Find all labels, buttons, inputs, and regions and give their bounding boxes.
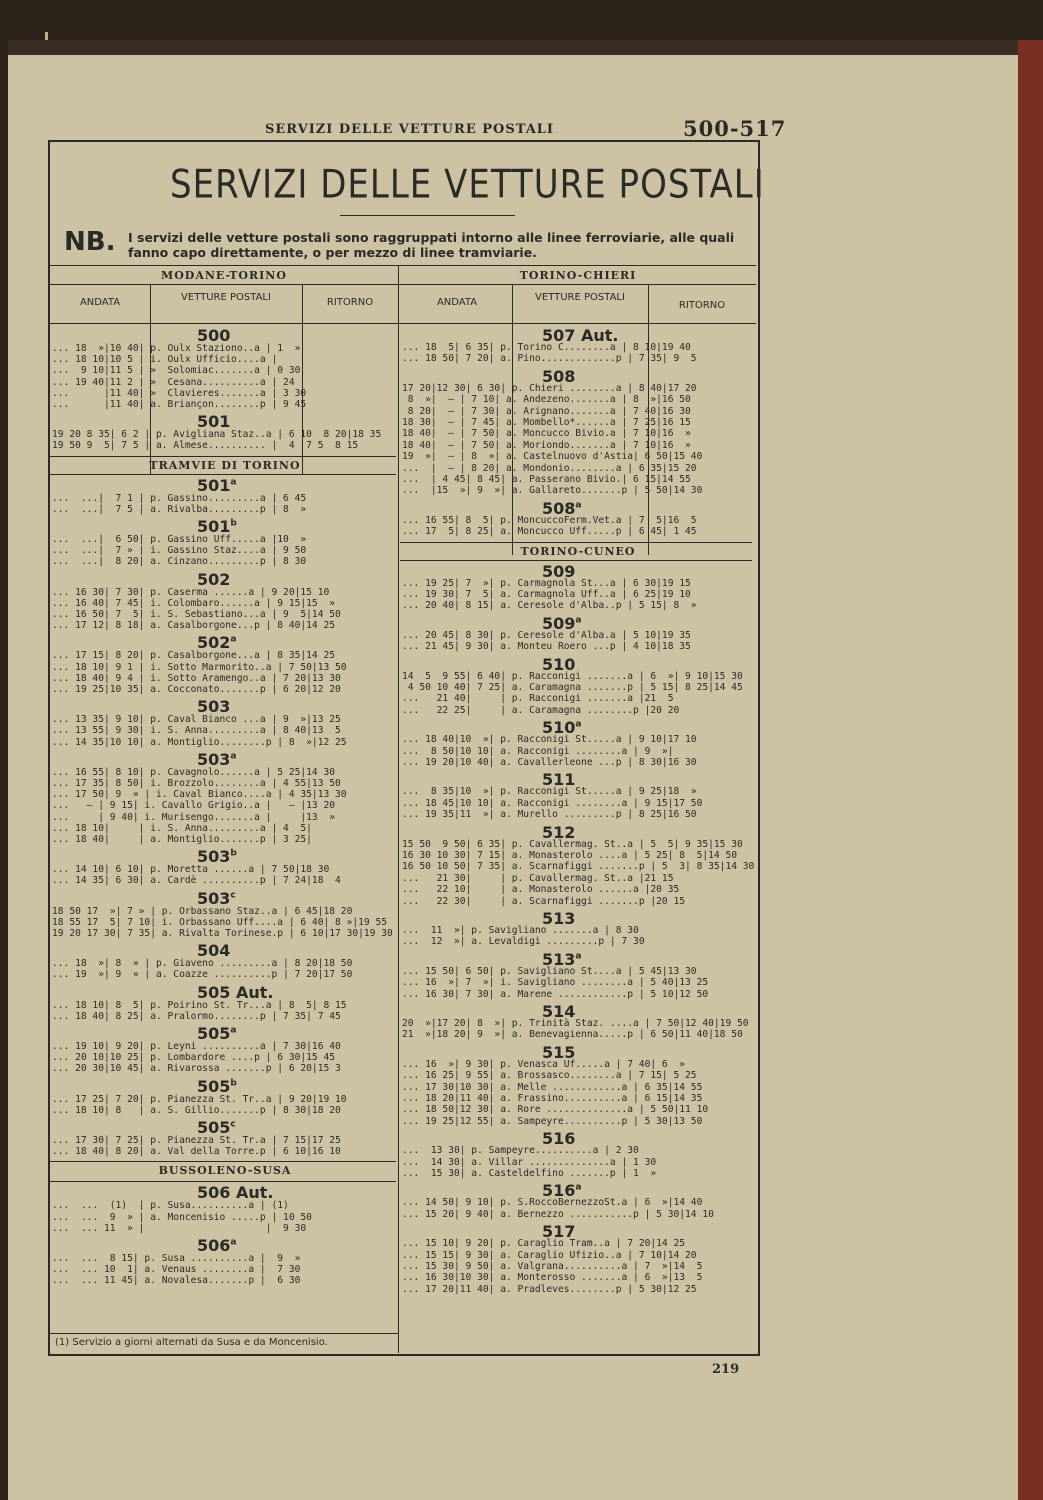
timetable-row: ... 21 30| | p. Cavallermag. St..a |21 15: [402, 872, 680, 884]
timetable-row: ... 18 40| 9 4 | i. Sotto Aramengo..a | 7 20|13 30: [52, 672, 341, 684]
timetable-row: ... 18 10| 8 5| p. Poirino St. Tr...a | 8 5| 8 15: [52, 999, 347, 1011]
rule: [50, 1333, 398, 1334]
timetable-row: ... 18 10|10 5 | i. Oulx Ufficio....a |: [52, 354, 312, 366]
timetable-row: 18 50 17 »| 7 » | p. Orbassano Staz..a | 6 45|18 20: [52, 905, 353, 917]
timetable-row: ... 16 »| 9 30| p. Venasca Uf.....a | 7 40| 6 »: [402, 1058, 691, 1070]
page-range: 500-517: [683, 116, 787, 141]
timetable-row: ... 15 30| a. Casteldelfino .......p | 1 »: [402, 1168, 662, 1179]
timetable-row: ... 16 55| 8 10| p. Cavagnolo......a | 5 25|14 30: [52, 766, 336, 778]
timetable-row: ... 18 »| 8 » | p. Giaveno .........a | 8 20|18 50: [52, 958, 353, 970]
line-number-suffix: a: [575, 1183, 582, 1194]
timetable-row: ... 20 45| 8 30| p. Ceresole d'Alba.a | 5 10|19 35: [402, 629, 691, 641]
line-number-text: 510: [542, 718, 576, 738]
section-rule: [50, 1161, 396, 1162]
timetable-row: ... ... 8 15| p. Susa ..........a | 9 »: [52, 1253, 307, 1264]
timetable-row: ... 16 25| 9 55| a. Brossasco........a | 7 15| 5 25: [402, 1070, 697, 1082]
timetable-row: ... 17 15| 8 20| p. Casalborgone...a | 8 35|14 25: [52, 650, 336, 662]
section-rule: [50, 456, 396, 457]
timetable-row: 14 5 9 55| 6 40| p. Racconigi .......a | 6 »| 9 10|15 30: [402, 670, 743, 682]
timetable-row: ... 22 10| | a. Monasterolo ......a |20 35: [402, 884, 686, 896]
timetable-row: ... 16 30|10 30| a. Monterosso .......a | 6 »|13 5: [402, 1272, 703, 1284]
timetable-row: ... 15 10| 9 20| p. Caraglio Tram..a | 7 20|14 25: [402, 1238, 686, 1250]
timetable-row: ... 14 50| 9 10| p. S.RoccoBernezzoSt.a | 6 »|14 40: [402, 1197, 703, 1209]
timetable-row: ... 17 25| 7 20| p. Pianezza St. Tr..a | 9 20|19 10: [52, 1093, 347, 1105]
timetable-row: ... ... 10 1| a. Venaus ........a | 7 30: [52, 1264, 307, 1276]
line-number-text: 515: [542, 1042, 576, 1062]
nb-text: I servizi delle vetture postali sono raggruppati intorno alle linee ferroviarie, alle quali fanno capo direttamente, o per mezzo di linee tramviarie.: [128, 230, 735, 260]
page-title: SERVIZI DELLE VETTURE POSTALI: [170, 162, 765, 208]
timetable-row: ... 16 »| 7 »| i. Savigliano ........a | 5 40|13 25: [402, 977, 709, 989]
line-number-text: 512: [542, 822, 576, 842]
timetable-row: ... 14 35| 6 30| a. Cardè ..........p | 7 24|18 4: [52, 875, 341, 887]
timetable-row: ... 16 30| 7 30| a. Marene ............p | 5 10|12 50: [402, 988, 709, 1000]
line-number-text: 505: [197, 1118, 231, 1137]
timetable-row: ... 18 20|11 40| a. Frassino..........a | 6 15|14 35: [402, 1093, 703, 1104]
line-number-suffix: a: [575, 500, 582, 511]
line-number-text: 508: [542, 366, 576, 386]
timetable-row: 8 20| — | 7 30| a. Arignano.......a | 7 40|16 30: [402, 405, 691, 417]
header-ritorno-left: RITORNO: [326, 297, 374, 308]
timetable-row: ... 17 12| 8 18| a. Casalborgone...p | 8 40|14 25: [52, 620, 336, 632]
line-number-text: 513: [542, 909, 576, 928]
line-number-suffix: a: [230, 751, 237, 762]
header-ritorno-right: RITORNO: [678, 300, 726, 311]
timetable-row: ... ... 9 » | a. Moncenisio .....p | 10 50: [52, 1211, 318, 1223]
timetable-row: ... ...| 8 20| a. Cinzano.........p | 8 30: [52, 556, 312, 568]
timetable-row: ... ...| 7 1 | p. Gassino.........a | 6 45: [52, 492, 312, 504]
rule: [50, 323, 756, 324]
rule: [50, 265, 756, 266]
timetable-row: ... |11 40| a. Briançon........p | 9 45: [52, 399, 312, 410]
line-number-text: 502: [197, 569, 231, 589]
timetable-row: ... 22 30| | a. Scarnafiggi .......p |20 15: [402, 895, 691, 907]
timetable-row: 16 30 10 30| 7 15| a. Monasterolo ....a | 5 25| 8 5|14 50: [402, 850, 738, 861]
section-rule: [400, 560, 752, 561]
timetable-row: 8 »| — | 7 10| a. Andezeno.......a | 8 »|16 50: [402, 394, 691, 406]
timetable-row: ... 8 50|10 10| a. Racconigi ........a | 9 »|: [402, 745, 697, 757]
line-number-suffix: a: [230, 635, 237, 646]
timetable-row: ... 18 10| | i. S. Anna.........a | 4 5|: [52, 822, 341, 834]
timetable-row: ... 21 45| 9 30| a. Monteu Roero ...p | 4 10|18 35: [402, 641, 691, 653]
section-title-left: MODANE-TORINO: [161, 269, 287, 282]
timetable-row: ... |11 40| » Clavieres.......a | 3 30: [52, 387, 312, 399]
header-vetture-right: VETTURE POSTALI: [535, 292, 625, 303]
timetable-row: 4 50 10 40| 7 25| a. Caramagna .......p | 5 15| 8 25|14 45: [402, 682, 743, 693]
timetable-row: ... ...| 7 » | i. Gassino Staz....a | 9 50: [52, 545, 312, 557]
line-number-text: 509: [542, 561, 576, 581]
book-edge: [1018, 40, 1043, 1500]
line-number-suffix: b: [230, 1078, 237, 1089]
timetable-row: ... 8 35|10 »| p. Racconigi St.....a | 9 25|18 »: [402, 786, 697, 798]
timetable-row: ... 18 50|12 30| a. Rore ..............a | 5 50|11 10: [402, 1104, 709, 1116]
timetable-row: ... 12 »| a. Levaldigi .........p | 7 30: [402, 936, 651, 948]
line-number-text: 504: [197, 941, 231, 961]
timetable-row: ... 16 55| 8 5| p. MoncuccoFerm.Vet.a | 7 5|16 5: [402, 514, 697, 526]
column-divider: [398, 265, 399, 1353]
timetable-row: 15 50 9 50| 6 35| p. Cavallermag. St..a | 5 5| 9 35|15 30: [402, 838, 743, 850]
timetable-row: ... 18 40| | a. Montiglio.......p | 3 25|: [52, 834, 341, 845]
section-title: TORINO-CUNEO: [520, 544, 636, 558]
line-number-text: 516: [542, 1129, 576, 1149]
timetable-row: 19 20 17 30| 7 35| a. Rivalta Torinese.p | 6 10|17 30|19 30: [52, 928, 393, 939]
timetable-row: ... | 4 45| 8 45| a. Passerano Bivio.| 6 15|14 55: [402, 474, 691, 485]
timetable-row: ... 11 »| p. Savigliano .......a | 8 30: [402, 925, 645, 936]
timetable-row: ... 19 25| 7 »| p. Carmagnola St...a | 6 30|19 15: [402, 577, 691, 589]
ink-mark: [45, 32, 48, 40]
timetable-row: ... 17 5| 8 25| a. Moncucco Uff.....p | 6 45| 1 45: [402, 526, 697, 538]
timetable-row: ... 19 »| 9 » | a. Coazze ..........p | 7 20|17 50: [52, 969, 353, 981]
line-number-text: 505: [197, 1076, 231, 1096]
line-number-text: 514: [542, 1002, 576, 1021]
line-number-text: 501: [197, 517, 231, 536]
timetable-row: ... 18 40| 8 25| a. Pralormo........p | 7 35| 7 45: [52, 1010, 341, 1022]
timetable-row: ... 18 40| 8 20| a. Val della Torre.p | 6 10|16 10: [52, 1146, 341, 1158]
line-number-text: 505 Aut.: [197, 982, 274, 1002]
timetable-row: ... 14 10| 6 10| p. Moretta ......a | 7 50|18 30: [52, 864, 330, 876]
line-number-text: 517: [542, 1222, 576, 1242]
line-number-text: 506 Aut.: [197, 1183, 274, 1203]
line-number-text: 507 Aut.: [542, 326, 619, 345]
timetable-row: ... 15 50| 6 50| p. Savigliano St....a | 5 45|13 30: [402, 965, 697, 977]
timetable-row: ... | — | 8 20| a. Mondonio........a | 6 35|15 20: [402, 462, 697, 474]
timetable-row: ... 20 30|10 45| a. Rivarossa .......p | 6 20|15 3: [52, 1063, 347, 1075]
timetable-row: ... 18 »|10 40| p. Oulx Staziono..a | 1 »: [52, 343, 307, 354]
timetable-row: 19 20 8 35| 6 2 | p. Avigliana Staz..a | 6 10 8 20|18 35: [52, 429, 382, 441]
timetable-row: ... 18 10| 8 | a. S. Gillio.......p | 8 30|18 20: [52, 1104, 341, 1116]
timetable-row: ... | 9 40| i. Murisengo.......a | |13 »: [52, 811, 336, 823]
line-number-text: 503: [197, 888, 231, 908]
line-number-text: 502: [197, 633, 231, 653]
header-vetture-left: VETTURE POSTALI: [181, 292, 271, 303]
line-number-text: 506: [197, 1236, 231, 1255]
section-rule: [400, 542, 752, 543]
header-andata-right: ANDATA: [436, 297, 478, 308]
timetable-row: ... 19 25|10 35| a. Cocconato.......p | 6 20|12 20: [52, 684, 341, 695]
line-number-suffix: a: [575, 719, 582, 730]
footnote: (1) Servizio a giorni alternati da Susa e da Moncenisio.: [55, 1337, 328, 1348]
timetable-row: ... 18 10| 9 1 | i. Sotto Marmorito..a | 7 50|13 50: [52, 661, 347, 673]
timetable-row: ... 16 30| 7 30| p. Caserma ......a | 9 20|15 10: [52, 586, 330, 598]
page-number: 219: [712, 1362, 740, 1377]
timetable-row: ... 15 15| 9 30| a. Caraglio Ufizio..a | 7 10|14 20: [402, 1249, 697, 1261]
line-number-suffix: a: [575, 951, 582, 962]
nb-label: NB.: [64, 227, 116, 257]
timetable-row: ... 14 35|10 10| a. Montiglio........p | 8 »|12 25: [52, 736, 347, 748]
timetable-row: ... 18 5| 6 35| p. Torino C........a | 8 10|19 40: [402, 342, 691, 353]
line-number-text: 501: [197, 475, 231, 495]
timetable-row: ... 20 10|10 25| p. Lombardore ....p | 6 30|15 45: [52, 1052, 336, 1064]
timetable-row: ... 9 10|11 5 | » Solomiac.......a | 0 30: [52, 365, 307, 377]
line-number-suffix: a: [230, 477, 237, 488]
timetable-row: ... 19 30| 7 5| a. Carmagnola Uff..a | 6 25|19 10: [402, 589, 691, 600]
section-rule: [50, 474, 396, 475]
timetable-row: ... 14 30| a. Villar ..............a | 1 30: [402, 1156, 662, 1168]
timetable-row: 19 »| — | 8 »| a. Castelnuovo d'Astia| 6 50|15 40: [402, 451, 703, 463]
timetable-row: ... 15 20| 9 40| a. Bernezzo ...........p | 5 30|14 10: [402, 1208, 714, 1220]
line-number-suffix: a: [230, 1025, 237, 1036]
timetable-row: 17 20|12 30| 6 30| p. Chieri ........a | 8 40|17 20: [402, 382, 697, 394]
timetable-row: 19 50 9 5| 7 5 | a. Almese.......... | 4 7 5 8 15: [52, 440, 359, 452]
timetable-row: ... ... 11 45| a. Novalesa.......p | 6 30: [52, 1275, 307, 1287]
timetable-row: ... 17 35| 8 50| i. Brozzolo........a | 4 55|13 50: [52, 778, 341, 789]
timetable-row: 18 30| — | 7 45| a. Mombello*......a | 7 25|16 15: [402, 417, 691, 428]
timetable-row: 18 40| — | 7 50| a. Moncucco Bivio.a | 7 10|16 »: [402, 428, 691, 440]
line-number-text: 500: [197, 326, 231, 345]
section-title-right: TORINO-CHIERI: [519, 269, 637, 282]
timetable-row: ... ...| 7 5 | a. Rivalba.........p | 8 »: [52, 503, 312, 515]
line-number-suffix: b: [230, 848, 237, 859]
section-title: BUSSOLENO-SUSA: [158, 1164, 292, 1178]
timetable-row: ... |15 »| 9 »| a. Gallareto.......p | 5 50|14 30: [402, 485, 703, 497]
line-number-text: 503: [197, 697, 231, 717]
timetable-row: ... 18 40|10 »| p. Racconigi St.....a | 9 10|17 10: [402, 734, 697, 746]
line-number-text: 503: [197, 847, 231, 867]
timetable-row: ... 18 45|10 10| a. Racconigi ........a | 9 15|17 50: [402, 797, 703, 809]
timetable-row: 21 »|18 20| 9 »| a. Benevagienna.....p | 6 50|11 40|18 50: [402, 1029, 743, 1041]
line-number-text: 505: [197, 1024, 231, 1043]
timetable-row: ... 16 50| 7 5| i. S. Sebastiano...a | 9 5|14 50: [52, 609, 341, 620]
line-number-text: 503: [197, 749, 231, 769]
line-number-text: 511: [542, 770, 576, 790]
timetable-row: ... 19 35|11 »| a. Murello .........p | 8 25|16 50: [402, 809, 697, 821]
line-number-suffix: a: [230, 1237, 237, 1248]
line-number-text: 509: [542, 613, 576, 633]
section-rule: [50, 1181, 396, 1182]
line-number-text: 501: [197, 412, 231, 432]
title-rule: [340, 215, 515, 216]
line-number-text: 508: [542, 498, 576, 518]
line-number-suffix: b: [230, 518, 237, 529]
running-title: SERVIZI DELLE VETTURE POSTALI: [265, 122, 555, 137]
timetable-row: ... 16 40| 7 45| i. Colombaro......a | 9 15|15 »: [52, 597, 336, 609]
timetable-row: 18 55 17 5| 7 10| i. Orbassano Uff....a | 6 40| 8 »|19 55: [52, 916, 388, 928]
timetable-row: ... ... (1) | p. Susa..........a | (1): [52, 1200, 307, 1212]
timetable-row: 16 50 10 50| 7 35| a. Scarnafiggi .......p | 5 3| 8 35|14 30: [402, 861, 755, 873]
timetable-row: ... 21 40| | p. Racconigi .......a |21 5: [402, 693, 680, 705]
timetable-row: ... 19 20|10 40| a. Cavallerleone ...p | 8 30|16 30: [402, 757, 697, 768]
timetable-row: ... ... 11 » | | 9 30: [52, 1222, 312, 1234]
rule: [50, 284, 756, 285]
timetable-row: 20 »|17 20| 8 »| p. Trinità Staz. ....a | 7 50|12 40|19 50: [402, 1018, 749, 1029]
section-title: TRAMVIE DI TORINO: [149, 458, 301, 472]
line-number-text: 516: [542, 1181, 576, 1201]
line-number-suffix: a: [575, 615, 582, 626]
timetable-row: ... 20 40| 8 15| a. Ceresole d'Alba..p | 5 15| 8 »: [402, 600, 703, 612]
header-andata-left: ANDATA: [79, 297, 121, 308]
line-number-suffix: c: [230, 890, 236, 901]
timetable-row: ... 17 30|10 30| a. Melle ............a | 6 35|14 55: [402, 1081, 703, 1093]
timetable-row: ... 15 30| 9 50| a. Valgrana..........a | 7 »|14 5: [402, 1261, 703, 1272]
timetable-row: ... 19 25|12 55| a. Sampeyre..........p | 5 30|13 50: [402, 1115, 703, 1127]
line-number-text: 513: [542, 949, 576, 969]
timetable-row: ... — | 9 15| i. Cavallo Grigio..a | — |13 20: [52, 800, 336, 812]
timetable-row: ... 19 40|11 2 | » Cesana..........a | 24: [52, 376, 312, 388]
line-number-text: 510: [542, 654, 576, 674]
timetable-row: ... 17 20|11 40| a. Pradleves........p | 5 30|12 25: [402, 1283, 697, 1295]
timetable-row: ... 17 50| 9 » | i. Caval Bianco....a | 4 35|13 30: [52, 789, 347, 801]
line-number-suffix: c: [230, 1119, 236, 1130]
timetable-row: ... ...| 6 50| p. Gassino Uff.....a |10 »: [52, 534, 312, 545]
timetable-row: ... 13 55| 9 30| i. S. Anna.........a | 8 40|13 5: [52, 725, 341, 737]
timetable-row: ... 19 10| 9 20| p. Leyni ..........a | 7 30|16 40: [52, 1041, 341, 1052]
timetable-row: ... 13 35| 9 10| p. Caval Bianco ...a | 9 »|13 25: [52, 714, 341, 726]
timetable-row: ... 13 30| p. Sampeyre..........a | 2 30: [402, 1145, 645, 1157]
timetable-row: ... 18 50| 7 20| a. Pino.............p | 7 35| 9 5: [402, 353, 697, 365]
timetable-row: 18 40| — | 7 50| a. Moriondo.......a | 7 10|16 »: [402, 439, 691, 451]
timetable-row: ... 17 30| 7 25| p. Pianezza St. Tr.a | 7 15|17 25: [52, 1135, 341, 1146]
timetable-row: ... 22 25| | a. Caramagna ........p |20 20: [402, 704, 686, 716]
